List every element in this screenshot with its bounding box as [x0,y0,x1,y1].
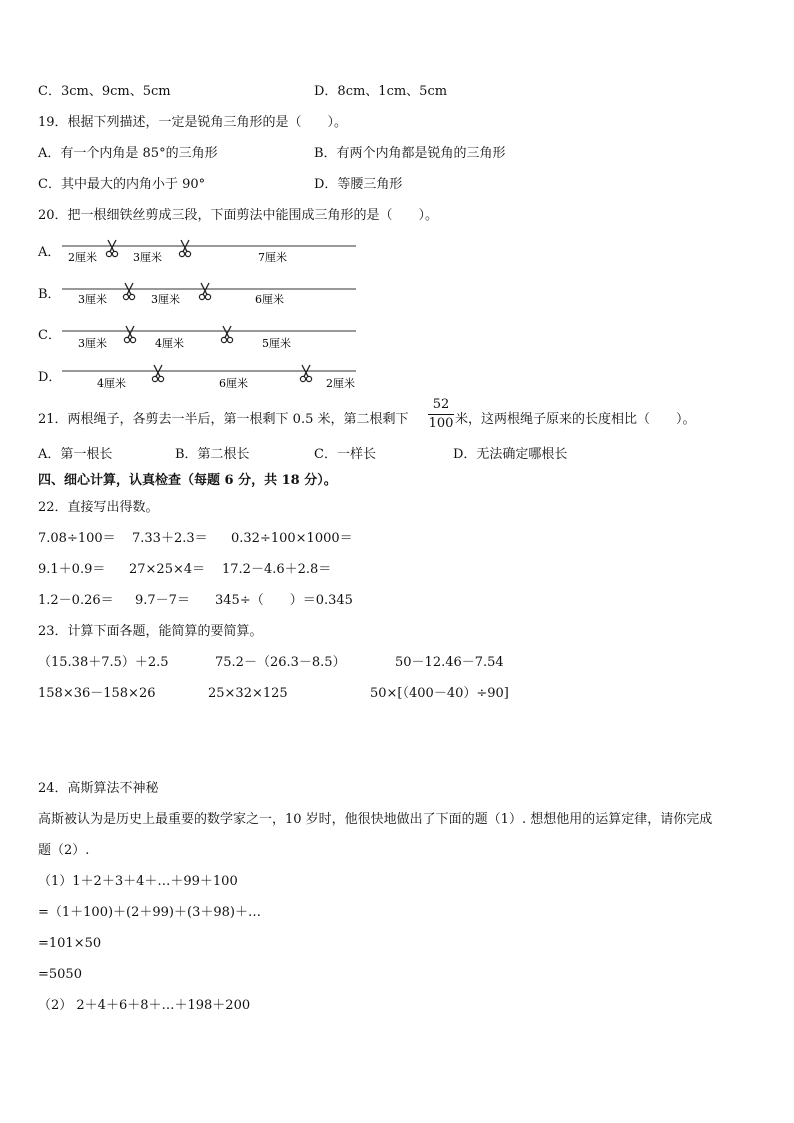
q20-a-label-1: 2厘米 [68,251,97,264]
q20-wire-diagrams [0,0,794,400]
q24-paragraph-2: 题（2）. [38,843,90,858]
q22-r2c2: 27×25×4＝ [129,562,206,577]
q24-step-1: （1）1＋2＋3＋4＋…＋99＋100 [38,874,238,889]
q22-r2c3: 17.2－4.6＋2.8＝ [222,562,332,577]
q20-c-label-3: 5厘米 [262,337,291,350]
q20-wire-d [62,365,356,390]
q20-wire-a [62,240,356,264]
scissors-icon [199,283,210,300]
q21-option-c: C．一样长 [314,447,376,462]
q21-stem-post: 米，这两根绳子原来的长度相比（ ）。 [455,412,696,427]
q20-a-label-3: 7厘米 [258,251,287,264]
q23-r2c2: 25×32×125 [208,686,288,701]
q20-d-label-1: 4厘米 [97,377,126,390]
q22-r1c3: 0.32÷100×1000＝ [231,531,353,546]
q21-fraction [428,398,454,431]
q18-option-c: C．3cm、9cm、5cm [38,84,171,99]
scissors-icon [221,326,232,343]
q19-stem: 19．根据下列描述，一定是锐角三角形的是（ ）。 [38,115,348,130]
q20-b-label-3: 6厘米 [255,293,284,306]
q22-r1c1: 7.08÷100＝ [38,531,116,546]
q19-option-d: D．等腰三角形 [314,177,403,192]
q18-option-d: D．8cm、1cm、5cm [314,84,448,99]
scissors-icon [123,283,134,300]
scissors-icon [300,365,311,382]
q23-r1c3: 50－12.46－7.54 [395,655,504,670]
q20-option-a-letter: A． [38,245,61,260]
q20-option-c-letter: C． [38,328,61,343]
q22-r2c1: 9.1＋0.9＝ [38,562,106,577]
q20-d-label-2: 6厘米 [219,377,248,390]
q21-option-a: A．第一根长 [38,447,113,462]
q19-option-c: C．其中最大的内角小于 90° [38,177,206,192]
q23-r2c1: 158×36－158×26 [38,686,156,701]
q21-option-d: D．无法确定哪根长 [453,447,568,462]
scissors-icon [106,240,117,257]
q20-a-label-2: 3厘米 [133,251,162,264]
q22-r1c2: 7.33＋2.3＝ [132,531,208,546]
q23-r1c2: 75.2－（26.3－8.5） [215,655,346,670]
scissors-icon [179,240,190,257]
q21-fraction-denominator: 100 [428,416,454,431]
q20-b-label-1: 3厘米 [78,293,107,306]
q21-fraction-numerator: 52 [432,397,450,412]
section4-heading: 四、细心计算，认真检查（每题 6 分，共 18 分）。 [38,473,337,488]
q19-option-b: B．有两个内角都是锐角的三角形 [314,146,506,161]
q21-option-b: B．第二根长 [175,447,250,462]
q24-paragraph-1: 高斯被认为是历史上最重要的数学家之一，10 岁时，他很快地做出了下面的题（1）. 想想他用的运算定律，请你完成 [38,812,713,827]
q22-stem: 22．直接写出得数。 [38,500,159,515]
q24-step-3: =101×50 [38,936,102,951]
q20-wire-c [62,326,356,350]
q23-stem: 23．计算下面各题，能简算的要简算。 [38,624,263,639]
q21-stem-pre: 21．两根绳子，各剪去一半后，第一根剩下 0.5 米，第二根剩下 [38,412,409,427]
q20-option-b-letter: B． [38,287,61,302]
q20-c-label-1: 3厘米 [78,337,107,350]
q22-r3c1: 1.2－0.26＝ [38,593,114,608]
q20-d-label-3: 2厘米 [326,377,355,390]
q20-wire-b [62,283,356,306]
q22-r3c3: 345÷（ ）＝0.345 [215,593,353,608]
q24-step-2: =（1＋100)＋(2＋99)＋(3＋98)＋… [38,905,261,920]
q23-r2c3: 50×[（400－40）÷90] [370,686,509,701]
q24-title: 24．高斯算法不神秘 [38,781,159,796]
q23-r1c1: （15.38＋7.5）＋2.5 [38,655,169,670]
q20-option-d-letter: D． [38,370,62,385]
q20-c-label-2: 4厘米 [155,337,184,350]
q20-b-label-2: 3厘米 [151,293,180,306]
q20-stem: 20．把一根细铁丝剪成三段，下面剪法中能围成三角形的是（ ）。 [38,208,439,223]
q19-option-a: A．有一个内角是 85°的三角形 [38,146,218,161]
scissors-icon [124,326,135,343]
q24-step-4: =5050 [38,967,82,982]
q22-r3c2: 9.7－7＝ [135,593,190,608]
q24-step-5: （2） 2＋4＋6＋8＋…＋198＋200 [38,998,251,1013]
scissors-icon [152,365,163,382]
